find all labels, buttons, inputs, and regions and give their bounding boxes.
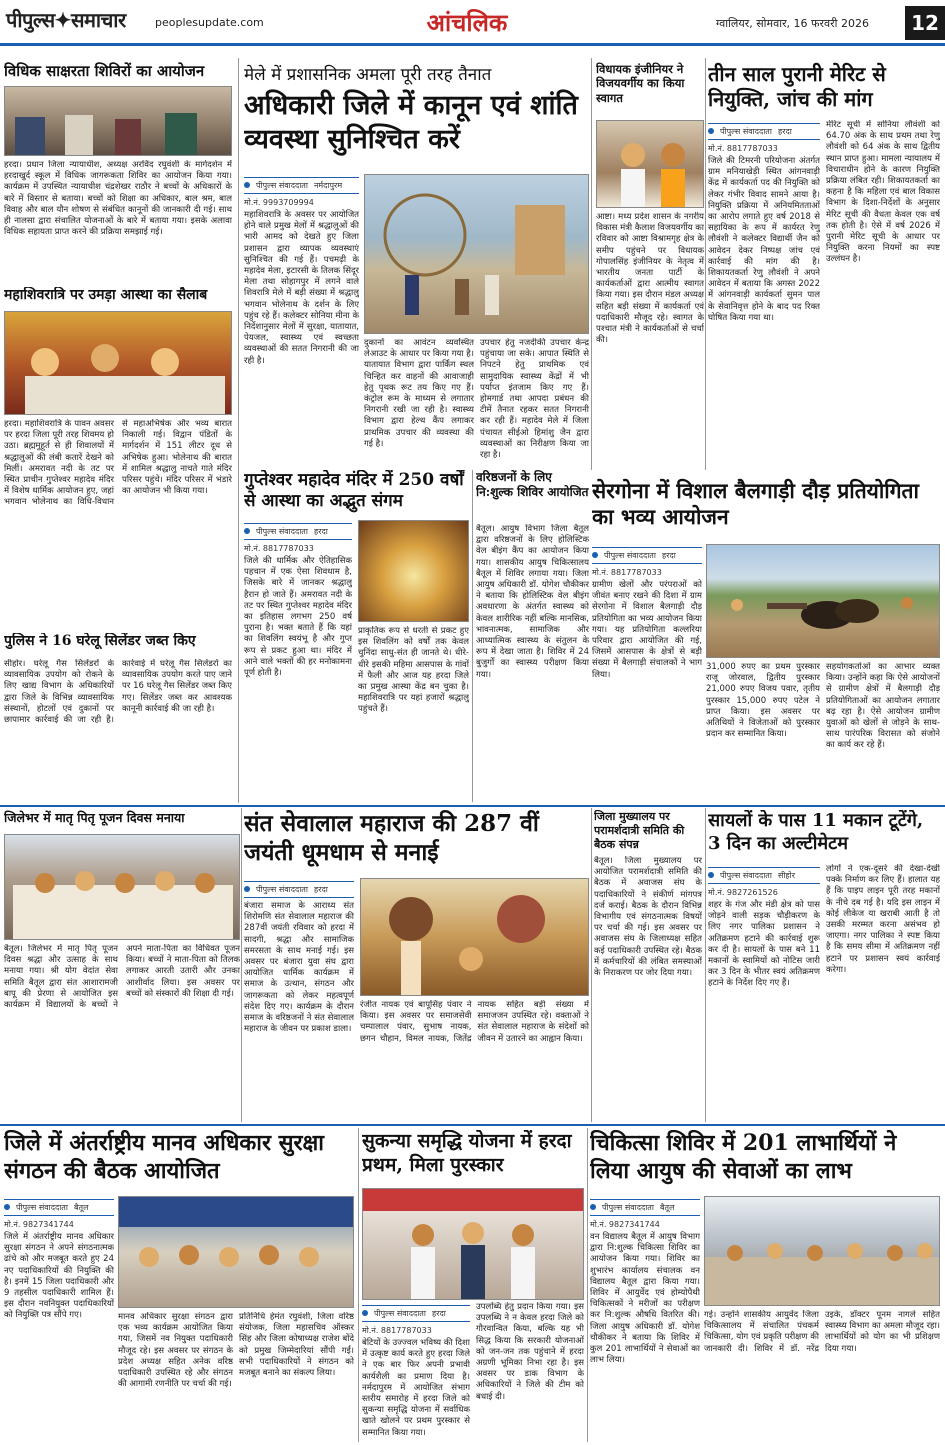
- article-bullock-cart-race[interactable]: [592, 478, 940, 800]
- byline: [4, 1199, 114, 1216]
- byline: [244, 523, 352, 540]
- article-body-cont-2: सहयोगकर्ताओं का आभार व्यक्त किया। उन्होंने कहा कि ऐसे आयोजनों से ग्रामीण क्षेत्रों में बैलगाड़ी दौड़ प्रतियोगिताओं का आयोजन लगातार बढ़ रहा है। ऐसे आयोजन ग्रामीण युवाओं को खेलों से जोड़ने के साथ-साथ पारंपरिक विरासत को संजोने का कार्य कर रहे हैं।: [826, 662, 940, 751]
- bullet-icon: [4, 1204, 10, 1210]
- article-body: वन विद्यालय बैतूल में आयुष विभाग द्वारा नि:शुल्क चिकित्सा शिविर का आयोजन किया गया। शिविर का शुभारंभ कार्यालय संचालक वन विद्यालय बैतूल द्वारा किया गया। शिविर में आयुर्वेद एवं होम्योपैथी चिकित्सकों ने मरीजों का परीक्षण कर नि:शुल्क औषधि वितरित की। जिला आयुष अधिकारी डॉ. योगेश चौकीकर ने बताया कि शिविर में कुल 201 लाभार्थियों ने सेवाओं का लाभ लिया।: [590, 1232, 700, 1366]
- byline: [590, 1199, 700, 1216]
- article-law-and-order[interactable]: [244, 62, 589, 462]
- dateline-place: हरदा: [777, 127, 792, 136]
- bullet-icon: [362, 1310, 368, 1316]
- article-body-cont: दुकानों का आवंटन व्यवस्थित लेआउट के आधार पर किया गया है। यातायात विभाग द्वारा पार्किंग स्थल चिन्हित कर वाहनों की आवाजाही हेतु पृथक रूट तय किए गए हैं। कंट्रोल रूम के माध्यम से लगातार निगरानी रखी जा रही है। स्वास्थ्य विभाग द्वारा हेल्थ कैंप लगाकर प्राथमिक उपचार की व्यवस्था की गई है।: [364, 338, 474, 449]
- reporter-mobile: मो.नं. 9827261526: [708, 888, 778, 897]
- reporter-mobile: मो.नं. 9827341744: [590, 1220, 660, 1229]
- article-legal-literacy[interactable]: [4, 62, 232, 276]
- page-number: 12: [905, 6, 945, 40]
- headline: जिले में अंतर्राष्ट्रीय मानव अधिकार सुरक्षा संगठन की बैठक आयोजित: [4, 1130, 325, 1184]
- reporter-mobile: मो.नं. 8817787033: [362, 1326, 432, 1335]
- article-body-cont: रंजीत नायक एवं बापूसिंह पंवार ने किया। इस अवसर पर समाजसेवी चम्पालाल पंवार, सुभाष नायक, छगन चौहान, विमल नायक, जितेंद्र नायक सहित बड़ी संख्या में समाजजन उपस्थित रहे। वक्ताओं ने संत सेवालाल महाराज के संदेशों को जीवन में उतारने का आह्वान किया।: [360, 1000, 589, 1044]
- dateline-place: हरदा: [431, 1309, 446, 1318]
- byline: [244, 881, 354, 898]
- article-mla-welcome[interactable]: [596, 62, 704, 472]
- photo-pujan: [4, 834, 240, 940]
- article-senior-camp[interactable]: [476, 470, 589, 800]
- section-divider: [0, 1124, 945, 1126]
- article-body: ग्रामीण खेलों और परंपराओं को जीवंत बनाए रखने की दिशा में ग्राम सेरगोना में विशाल बैलगाड़ी दौड़ प्रतियोगिता का भव्य आयोजन किया गया। यह प्रतियोगिता कल्लरिया परिवार द्वारा आयोजित की गई, जिसमें आसपास के क्षेत्रों से बड़ी संख्या में बैलगाड़ी संचालकों ने भाग लिया।: [592, 580, 702, 680]
- article-body-cont: गई। उन्होंने शासकीय आयुर्वेद जिला चिकित्सालय में संचालित पंचकर्म चिकित्सा, योग एवं प्रकृति परीक्षण की जानकारी दी। शिविर में डॉ. नरेंद्र उइके, डॉक्टर पूनम नागले सहित स्वास्थ्य विभाग का अमला मौजूद रहा। लाभार्थियों को योग का भी प्रशिक्षण दिया गया।: [704, 1310, 940, 1354]
- article-body: बेटियों के उज्ज्वल भविष्य की दिशा में उत्कृष्ट कार्य करते हुए हरदा जिले ने एक बार फिर अपनी प्रभावी कार्यशैली का प्रमाण दिया है। नर्मदापुरम में आयोजित संभाग स्तरीय समारोह में हरदा जिले को सुकन्या समृद्धि योजना में सर्वाधिक खाते खोलने पर प्रथम पुरस्कार से सम्मानित किया गया।: [362, 1338, 470, 1438]
- article-body-cont: लोगों ने एक-दूसरे की देखा-देखी पक्के निर्माण कर लिए हैं। हालात यह हैं कि पाइप लाइन पूरी तरह मकानों के नीचे दब गई है। यदि इस लाइन में कोई लीकेज या खराबी आती है तो उसकी मरम्मत करना असंभव हो जाएगा। नगर पालिका ने स्पष्ट किया है कि समय सीमा में अतिक्रमण नहीं हटाने पर प्रशासन स्वयं कार्रवाई करेगा।: [826, 864, 940, 975]
- article-body-cont: 31,000 रुपए का प्रथम पुरस्कार राजू जोरवाल, द्वितीय पुरस्कार 21,000 रुपए विजय पवार, तृतीय पुरस्कार 15,000 रुपए पटेल ने प्राप्त किया। इस अवसर पर अतिथियों ने विजेताओं को पुरस्कार प्रदान कर सम्मानित किया।: [706, 662, 820, 740]
- article-body: हरदा। महाशिवरात्रि के पावन अवसर पर हरदा जिला पूरी तरह शिवमय हो उठा। ब्रह्ममुहूर्त से ही शिवालयों में श्रद्धालुओं की लंबी कतारें देखने को मिलीं। अमरावत नदी के तट पर स्थित प्राचीन गुप्तेश्वर महादेव मंदिर में विशेष धार्मिक आयोजन हुए, जहां भगवान भोलेनाथ का विधि-विधान से महाअभिषेक और भव्य बारात निकाली गई। विद्वान पंडितों के मार्गदर्शन में 151 लीटर दूध से अभिषेक हुआ। भोलेनाथ की बारात में शामिल श्रद्धालु नाचते गाते मंदिर परिसर पहुंचे। मंदिर परिसर में भंडारे का आयोजन भी किया गया।: [4, 419, 232, 508]
- headline: महाशिवरात्रि पर उमड़ा आस्था का सैलाब: [4, 287, 208, 303]
- article-body: जिले में अंतर्राष्ट्रीय मानव अधिकार सुरक्षा संगठन ने अपने संगठनात्मक ढांचे को और मजबूत करते हुए 24 नए पदाधिकारियों की नियुक्ति की है। इनमें 15 जिला पदाधिकारी और 9 तहसील पदाधिकारी शामिल हैं। इस दौरान नवनियुक्त पदाधिकारियों को नियुक्ति पत्र सौंपे गए।: [4, 1232, 114, 1321]
- section-divider: [0, 805, 945, 807]
- headline: विधायक इंजीनियर ने विजयवर्गीय का किया स्वागत: [596, 62, 685, 105]
- article-human-rights-meeting[interactable]: [4, 1130, 354, 1442]
- dateline-place: सीहोर: [777, 871, 796, 880]
- reporter-mobile: मो.नं. 8817787033: [592, 568, 662, 577]
- masthead: [0, 0, 945, 46]
- article-body: जिले की धार्मिक और ऐतिहासिक पहचान में एक ऐसा शिवधाम है, जिसके बारे में जानकर श्रद्धालु हैरान हो जाते हैं। अमरावत नदी के तट पर स्थित गुप्तेश्वर महादेव मंदिर का इतिहास लगभग 250 वर्ष पुराना है। भक्त बताते हैं कि यहां का शिवलिंग स्वयंभू है और गुप्त रूप से प्रकट हुआ था। मंदिर में आने वाले भक्तों की हर मनोकामना पूर्ण होती है।: [244, 556, 352, 679]
- reporter-mobile: मो.नं. 9993709994: [244, 198, 314, 207]
- kicker: मेले में प्रशासनिक अमला पूरी तरह तैनात: [244, 65, 492, 85]
- article-body: बैतूल। आयुष विभाग जिला बैतूल द्वारा वरिष्ठजनों के लिए होलिस्टिक वेल बीइंग कैंप का आयोजन किया गया। शासकीय आयुष चिकित्सालय बैतूल में शिविर लगाया गया। जिला आयुष अधिकारी डॉ. योगेश चौकीकर ने बताया कि होलिस्टिक वेल बीइंग अवधारणा के अंतर्गत स्वास्थ्य को केवल शारीरिक नहीं बल्कि मानसिक, भावनात्मक, सामाजिक और आध्यात्मिक स्वास्थ्य के संतुलन के रूप में देखा जाता है। शिविर में 24 बुजुर्गों का स्वास्थ्य परीक्षण किया गया।: [476, 524, 589, 680]
- article-merit-appointment[interactable]: [708, 62, 940, 472]
- article-body: हरदा। प्रधान जिला न्यायाधीश, अध्यक्ष अरविंद रघुवंशी के मार्गदर्शन में हरदाखुर्द स्कूल में विधिक जागरूकता शिविर का आयोजन किया गया। कार्यक्रम में उपस्थित न्यायाधीश चंद्रशेखर राठौर ने बच्चों के अधिकारों के बारे में विस्तार से बताया। बच्चों को शिक्षा का अधिकार, बाल श्रम, बाल विवाह और बाल यौन शोषण से संबंधित कानूनों की जानकारी दी गई। साथ ही नालसा द्वारा संचालित योजनाओं के बारे में बताया गया। इसके अलावा विधिक सहायता प्राप्त करने की प्रक्रिया समझाई गई।: [4, 160, 232, 238]
- headline: तीन साल पुरानी मेरिट से नियुक्ति, जांच की मांग: [708, 62, 886, 111]
- reporter: पीपुल्स संवाददाता: [720, 127, 772, 136]
- column-divider: [705, 58, 706, 470]
- byline: [244, 177, 359, 194]
- headline: वरिष्ठजनों के लिए नि:शुल्क शिविर आयोजित: [476, 470, 589, 499]
- reporter: पीपुल्स संवाददाता: [256, 181, 308, 190]
- article-houses-demolition[interactable]: [708, 810, 940, 1120]
- headline: पुलिस ने 16 घरेलू सिलेंडर जब्त किए: [4, 633, 196, 649]
- reporter: पीपुल्स संवाददाता: [256, 527, 308, 536]
- newspaper-logo[interactable]: पीपुल्स✦समाचार: [6, 8, 126, 32]
- bullet-icon: [708, 872, 714, 878]
- column-divider: [238, 58, 239, 803]
- photo-sevalal: [360, 878, 589, 996]
- headline: सेरगोना में विशाल बैलगाड़ी दौड़ प्रतियोगिता का भव्य आयोजन: [592, 478, 919, 530]
- article-body: बैतूल। जिलेभर में मातृ पितृ पूजन दिवस श्रद्धा और उत्साह के साथ मनाया गया। श्री योग वेदांत सेवा समिति बैतूल द्वारा संत आशारामजी बापू की प्रेरणा से आयोजित इस कार्यक्रम में विद्यालयों के बच्चों ने अपने माता-पिता का विधिवत पूजन किया। बच्चों ने माता-पिता को तिलक लगाकर आरती उतारी और उनका आशीर्वाद लिया। इस अवसर पर बच्चों को संस्कारों की शिक्षा दी गई।: [4, 944, 240, 1011]
- article-gas-cylinders[interactable]: [4, 633, 232, 801]
- photo-hr-meeting: [118, 1196, 354, 1308]
- headline: अधिकारी जिले में कानून एवं शांति व्यवस्था सुनिश्चित करें: [244, 90, 578, 155]
- byline: [362, 1305, 470, 1322]
- photo-welcome: [596, 120, 704, 208]
- reporter: पीपुल्स संवाददाता: [374, 1309, 426, 1318]
- article-body-cont: मेरिट सूची में सोनिया लौवंशी को 64.70 अंक के साथ प्रथम तथा रेणु लौवंशी को 64 अंक के साथ द्वितीय स्थान प्राप्त हुआ। मामला न्यायालय में विचाराधीन होने के कारण नियुक्ति प्रक्रिया लंबित रही। शिकायतकर्ता का कहना है कि महिला एवं बाल विकास विभाग के दिशा-निर्देशों के अनुसार मेरिट सूची की वैधता केवल एक वर्ष तक होती है। ऐसे में वर्ष 2026 में पुरानी मेरिट सूची के आधार पर नियुक्ति करना नियमों का स्पष्ट उल्लंघन है।: [826, 120, 940, 265]
- article-gupteshwar-temple[interactable]: [244, 470, 469, 800]
- section-title: आंचलिक: [426, 8, 508, 37]
- photo-devotees: [4, 311, 232, 415]
- reporter: पीपुल्स संवाददाता: [720, 871, 772, 880]
- reporter-mobile: मो.नं. 8817787033: [708, 144, 778, 153]
- column-divider: [241, 808, 242, 1122]
- bullet-icon: [244, 182, 250, 188]
- column-divider: [358, 1128, 359, 1442]
- reporter: पीपुल्स संवाददाता: [602, 1203, 654, 1212]
- headline: गुप्तेश्वर महादेव मंदिर में 250 वर्षों से आस्था का अद्भुत संगम: [244, 470, 464, 512]
- bullet-icon: [590, 1204, 596, 1210]
- dateline-place: बैतूल: [659, 1203, 675, 1212]
- column-divider: [472, 470, 473, 802]
- article-body: आष्टा। मध्य प्रदेश शासन के नगरीय विकास मंत्री कैलाश विजयवर्गीय का रविवार को आष्टा विश्रामगृह क्षेत्र के समीप पहुंचने पर विधायक गोपालसिंह इंजीनियर के नेतृत्व में भारतीय जनता पार्टी के कार्यकर्ताओं द्वारा आत्मीय स्वागत किया गया। इस दौरान मंडल अध्यक्ष सहित बड़ी संख्या में कार्यकर्ता एवं पदाधिकारी मौजूद रहे। स्वागत के पश्चात मंत्री ने कार्यकर्ताओं से चर्चा की।: [596, 212, 704, 346]
- photo-shivling: [358, 520, 469, 622]
- article-matru-pitru-pujan[interactable]: [4, 810, 240, 1120]
- article-body-cont-2: प्रतिनिधि हेमंत रघुवंशी, जिला वरिष्ठ संयोजक, जिला महासचिव ऑस्कर सिंह और जिला कोषाध्यक्ष राजेश बोंदे को प्रमुख जिम्मेदारियां सौंपी गईं। सभी पदाधिकारियों ने संगठन को मजबूत बनाने का संकल्प लिया।: [239, 1312, 354, 1379]
- article-body: शहर के गंज और मंडी क्षेत्र को पास जोड़ने वाली सड़क चौड़ीकरण के लिए नगर पालिका प्रशासन ने अतिक्रमण हटाने की कार्रवाई शुरू कर दी है। सायलों के पास बने 11 मकानों के स्वामियों को नोटिस जारी कर 3 दिन के भीतर स्वयं अतिक्रमण हटाने के निर्देश दिए गए हैं।: [708, 900, 820, 989]
- dateline-place: हरदा: [313, 527, 328, 536]
- dateline-place: बैतूल: [73, 1203, 89, 1212]
- article-body-cont-2: उपचार हेतु नजदीकी उपचार केन्द्र पहुंचाया जा सके। आपात स्थिति से निपटने हेतु प्राथमिक एवं सामुदायिक स्वास्थ्य केंद्रों में भी पर्याप्त इंतजाम किए गए हैं। होमगार्ड तथा आपदा प्रबंधन की टीमें तैनात रहकर सतत निगरानी कर रही हैं। महादेव मेले में जिला पंचायत सीईओ हिमांशु जैन द्वारा व्यवस्थाओं का निरीक्षण किया जा रहा है।: [480, 338, 589, 460]
- article-body: बंजारा समाज के आराध्य संत शिरोमणि संत सेवालाल महाराज की 287वीं जयंती रविवार को हरदा में सादगी, श्रद्धा और सामाजिक समरसता के साथ मनाई गई। इस अवसर पर बंजारा युवा संघ द्वारा आयोजित धार्मिक कार्यक्रम में समाज के उत्थान, संगठन और जागरूकता को लेकर महत्वपूर्ण संदेश दिए गए। कार्यक्रम के दौरान समाज के वरिष्ठजनों ने संत सेवालाल महाराज के जीवन पर प्रकाश डाला।: [244, 901, 354, 1035]
- article-sukanya-samriddhi[interactable]: [362, 1130, 584, 1442]
- website-url[interactable]: peoplesupdate.com: [155, 16, 264, 29]
- photo-medical-camp: [704, 1196, 940, 1306]
- headline: सायलों के पास 11 मकान टूटेंगे, 3 दिन का अल्टीमेटम: [708, 810, 924, 854]
- article-body: सीहोर। घरेलू गैस सिलेंडरों के व्यावसायिक उपयोग को रोकने के लिए खाद्य विभाग के अधिकारियों द्वारा जिले के विभिन्न व्यावसायिक संस्थानों, होटलों एवं दुकानों पर छापामार कार्रवाई की जा रही है। कार्रवाई में घरेलू गैस सिलेंडरों का व्यावसायिक उपयोग करते पाए जाने पर 16 घरेलू गैस सिलेंडर जब्त किए गए। सिलेंडर जब्त कर आवश्यक कानूनी कार्रवाई की जा रही है।: [4, 659, 232, 726]
- byline: [708, 123, 820, 140]
- column-divider: [591, 808, 592, 1122]
- photo-mela-officials: [364, 174, 589, 334]
- headline: चिकित्सा शिविर में 201 लाभार्थियों ने लिया आयुष की सेवाओं का लाभ: [590, 1130, 897, 1184]
- article-sevalal-jayanti[interactable]: [244, 810, 589, 1120]
- dateline-place: हरदा: [661, 551, 676, 560]
- article-body-cont: प्राकृतिक रूप से धरती से प्रकट हुए इस शिवलिंग को वर्षों तक केवल चुनिंदा साधु-संत ही जानते थे। धीरे-धीरे इसकी महिमा आसपास के गांवों में फैली और आज यह हरदा जिले का प्रमुख आस्था केंद्र बन चुका है। महाशिवरात्रि पर यहां हजारों श्रद्धालु पहुंचते हैं।: [358, 626, 469, 715]
- reporter: पीपुल्स संवाददाता: [16, 1203, 68, 1212]
- reporter: पीपुल्स संवाददाता: [604, 551, 656, 560]
- byline: [708, 867, 820, 884]
- headline: सुकन्या समृद्धि योजना में हरदा प्रथम, मिला पुरस्कार: [362, 1130, 572, 1176]
- column-divider: [587, 1128, 588, 1442]
- article-body-cont: मानव अधिकार सुरक्षा संगठन द्वारा एक भव्य कार्यक्रम आयोजित किया गया, जिसमें नव नियुक्त पदाधिकारी मौजूद रहे। इस अवसर पर संगठन के प्रदेश अध्यक्ष सहित अनेक वरिष्ठ पदाधिकारी उपस्थित रहे और संगठन की आगामी रणनीति पर चर्चा की गई।: [118, 1312, 233, 1390]
- bullet-icon: [244, 528, 250, 534]
- column-divider: [591, 58, 592, 470]
- article-body: जिले की टिमरनी परियोजना अंतर्गत ग्राम मनियाखेड़ी स्थित आंगनवाड़ी केंद्र में कार्यकर्ता पद की नियुक्ति को लेकर गंभीर विवाद सामने आया है। नियुक्ति प्रक्रिया में अनियमितताओं का आरोप लगाते हुए वर्ष 2018 से सहायिका के रूप में कार्यरत रेणु लौवंशी ने कलेक्टर विद्यार्थी जैन को आवेदन देकर निष्पक्ष जांच एवं कार्रवाई की मांग की है। शिकायतकर्ता रेणु लौवंशी ने अपने आवेदन में बताया कि अगस्त 2022 में आंगनवाड़ी कार्यकर्ता सुमन पाल के सेवानिवृत्त होने के बाद पद रिक्त घोषित किया गया था।: [708, 156, 820, 323]
- dateline-place: नर्मदापुरम: [313, 181, 343, 190]
- reporter-mobile: मो.नं. 8817787033: [244, 544, 314, 553]
- byline: [592, 547, 702, 564]
- bullet-icon: [592, 552, 598, 558]
- headline: संत सेवालाल महाराज की 287 वीं जयंती धूमधाम से मनाई: [244, 810, 539, 866]
- headline: विधिक साक्षरता शिविरों का आयोजन: [4, 62, 205, 80]
- reporter: पीपुल्स संवाददाता: [256, 885, 308, 894]
- photo-award: [362, 1188, 584, 1300]
- reporter-mobile: मो.नं. 9827341744: [4, 1220, 74, 1229]
- headline: जिलेभर में मातृ पितृ पूजन दिवस मनाया: [4, 810, 185, 825]
- article-body-cont: उपलब्धि हेतु प्रदान किया गया। इस उपलब्धि ने न केवल हरदा जिले को गौरवान्वित किया, बल्कि यह भी सिद्ध किया कि सरकारी योजनाओं को जन-जन तक पहुंचाने में हरदा अग्रणी भूमिका निभा रहा है। इस अवसर पर डाक विभाग के अधिकारियों ने जिले की टीम को बधाई दी।: [476, 1302, 584, 1402]
- bullet-icon: [708, 128, 714, 134]
- article-medical-camp[interactable]: [590, 1130, 940, 1442]
- article-body: बैतूल। जिला मुख्यालय पर आयोजित परामर्शदात्री समिति की बैठक में अवाजस संघ के पदाधिकारियों ने संकीर्ण मांगपत्र दर्ज कराई। बैठक के दौरान विभिन्न विभागीय एवं संगठनात्मक विषयों पर चर्चा की गई। इस अवसर पर अवाजस संघ के जिलाध्यक्ष सहित कई पदाधिकारी उपस्थित रहे। बैठक में कर्मचारियों की लंबित समस्याओं के निराकरण पर जोर दिया गया।: [594, 856, 702, 979]
- bullet-icon: [244, 886, 250, 892]
- article-advisory-committee[interactable]: [594, 810, 702, 1120]
- article-body: महाशिवरात्रि के अवसर पर आयोजित होने वाले प्रमुख मेलों में श्रद्धालुओं की भारी आमद को देखते हुए जिला प्रशासन द्वारा व्यापक व्यवस्थाएं सुनिश्चित की गई हैं। पचमढ़ी के महादेव मेला, इटारसी के तिलक सिंदूर मेला तथा सोहागपुर में लगने वाले शिवरात्रि मेले में बड़ी संख्या में श्रद्धालु भगवान भोलेनाथ के दर्शन के लिए पहुंच रहे हैं। कलेक्टर सोनिया मीना के निर्देशानुसार मेलों में सुरक्षा, यातायात, पेयजल, स्वास्थ्य एवं स्वच्छता व्यवस्थाओं की सतत निगरानी की जा रही है।: [244, 210, 359, 366]
- photo-bullock-race: [706, 544, 940, 658]
- headline: जिला मुख्यालय पर परामर्शदात्री समिति की बैठक संपन्न: [594, 810, 685, 851]
- photo-legal-camp: [4, 86, 232, 156]
- edition-date: ग्वालियर, सोमवार, 16 फरवरी 2026: [716, 17, 869, 30]
- dateline-place: हरदा: [313, 885, 328, 894]
- article-mahashivratri[interactable]: [4, 287, 232, 623]
- column-divider: [705, 808, 706, 1122]
